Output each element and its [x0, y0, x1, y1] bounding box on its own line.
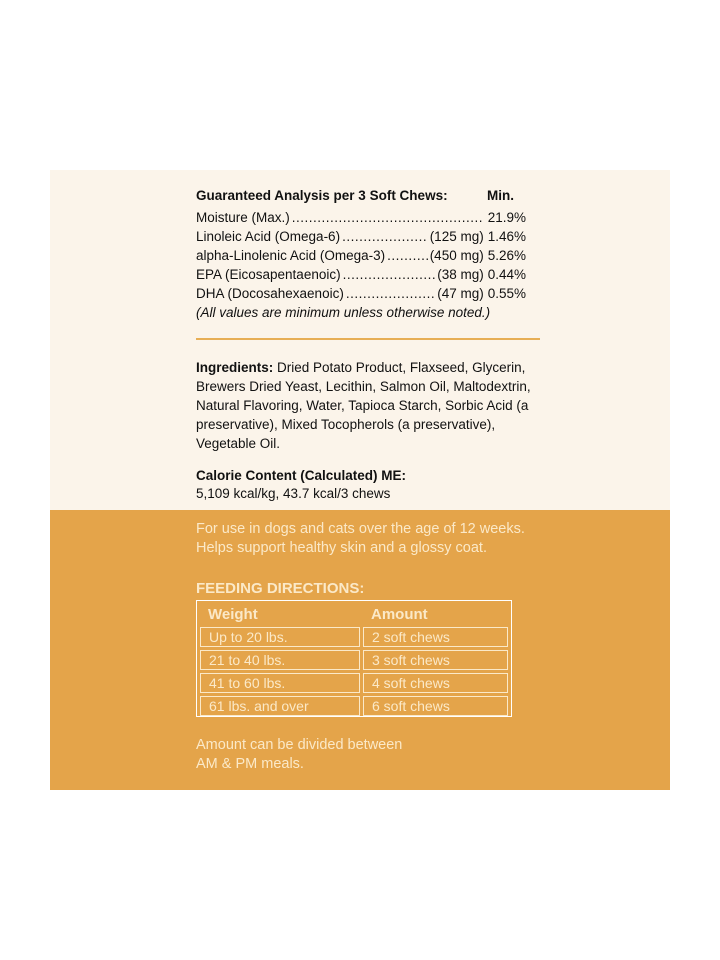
- nutrient-percent: 1.46%: [487, 229, 526, 244]
- amount-cell: 4 soft chews: [363, 673, 508, 693]
- analysis-row: [196, 246, 526, 265]
- nutrient-amount: (125 mg): [429, 229, 484, 244]
- nutrient-amount: (47 mg): [437, 286, 484, 301]
- analysis-list: [196, 208, 526, 322]
- nutrient-percent: 0.55%: [487, 286, 526, 301]
- calorie-value: 5,109 kcal/kg, 43.7 kcal/3 chews: [196, 486, 391, 501]
- ingredients-block: [196, 358, 541, 453]
- amount-cell: 3 soft chews: [363, 650, 508, 670]
- feeding-note-line: AM & PM meals.: [196, 756, 304, 772]
- nutrient-name: alpha-Linolenic Acid (Omega-3): [196, 248, 386, 263]
- weight-cell: 61 lbs. and over: [200, 696, 360, 716]
- dot-leader: [342, 227, 428, 246]
- nutrient-percent: 21.9%: [487, 210, 526, 225]
- label-panel: [50, 170, 670, 790]
- weight-cell: 41 to 60 lbs.: [200, 673, 360, 693]
- nutrient-amount: (450 mg): [429, 248, 484, 263]
- dot-leader: [387, 246, 428, 265]
- section-divider: [196, 338, 540, 340]
- feeding-row: [200, 696, 508, 716]
- guaranteed-analysis-heading: [196, 188, 536, 203]
- feeding-table: [196, 600, 512, 717]
- usage-line: For use in dogs and cats over the age of 12 weeks.: [196, 521, 525, 537]
- feeding-header-row: [200, 604, 508, 624]
- dot-leader: [346, 284, 435, 303]
- analysis-row: [196, 208, 526, 227]
- ingredients-text: Dried Potato Product, Flaxseed, Glycerin, Brewers Dried Yeast, Lecithin, Salmon Oil, Maltodextrin, Natural Flavoring, Water, Tapioca Starch, Sorbic Acid (a preservative), Mixed Tocopherols (a preservative), Vegetable Oil.: [196, 360, 531, 451]
- feeding-row: [200, 627, 508, 647]
- feeding-note-line: Amount can be divided between: [196, 737, 403, 753]
- ingredients-label: Ingredients:: [196, 360, 274, 375]
- usage-text: [196, 520, 576, 558]
- analysis-heading-text: Guaranteed Analysis per 3 Soft Chews:: [196, 188, 448, 203]
- feeding-row: [200, 673, 508, 693]
- dot-leader: [343, 265, 436, 284]
- analysis-row: [196, 284, 526, 303]
- weight-column-header: Weight: [208, 605, 258, 623]
- nutrient-percent: 5.26%: [487, 248, 526, 263]
- amount-cell: 6 soft chews: [363, 696, 508, 716]
- amount-column-header: Amount: [371, 605, 428, 623]
- nutrient-amount: (38 mg): [437, 267, 484, 282]
- analysis-note: (All values are minimum unless otherwise noted.): [196, 305, 491, 320]
- analysis-row: [196, 227, 526, 246]
- feeding-directions-heading: FEEDING DIRECTIONS:: [196, 580, 365, 597]
- nutrient-name: Moisture (Max.): [196, 210, 290, 225]
- min-label: Min.: [487, 188, 514, 203]
- nutrient-percent: 0.44%: [487, 267, 526, 282]
- usage-line: Helps support healthy skin and a glossy coat.: [196, 540, 487, 556]
- feeding-row: [200, 650, 508, 670]
- nutrient-name: Linoleic Acid (Omega-6): [196, 229, 341, 244]
- nutrient-name: EPA (Eicosapentaenoic): [196, 267, 341, 282]
- calorie-heading: Calorie Content (Calculated) ME:: [196, 468, 407, 483]
- weight-cell: Up to 20 lbs.: [200, 627, 360, 647]
- dot-leader: [292, 208, 482, 227]
- analysis-row: [196, 265, 526, 284]
- amount-cell: 2 soft chews: [363, 627, 508, 647]
- feeding-note: [196, 736, 496, 774]
- weight-cell: 21 to 40 lbs.: [200, 650, 360, 670]
- nutrient-name: DHA (Docosahexaenoic): [196, 286, 344, 301]
